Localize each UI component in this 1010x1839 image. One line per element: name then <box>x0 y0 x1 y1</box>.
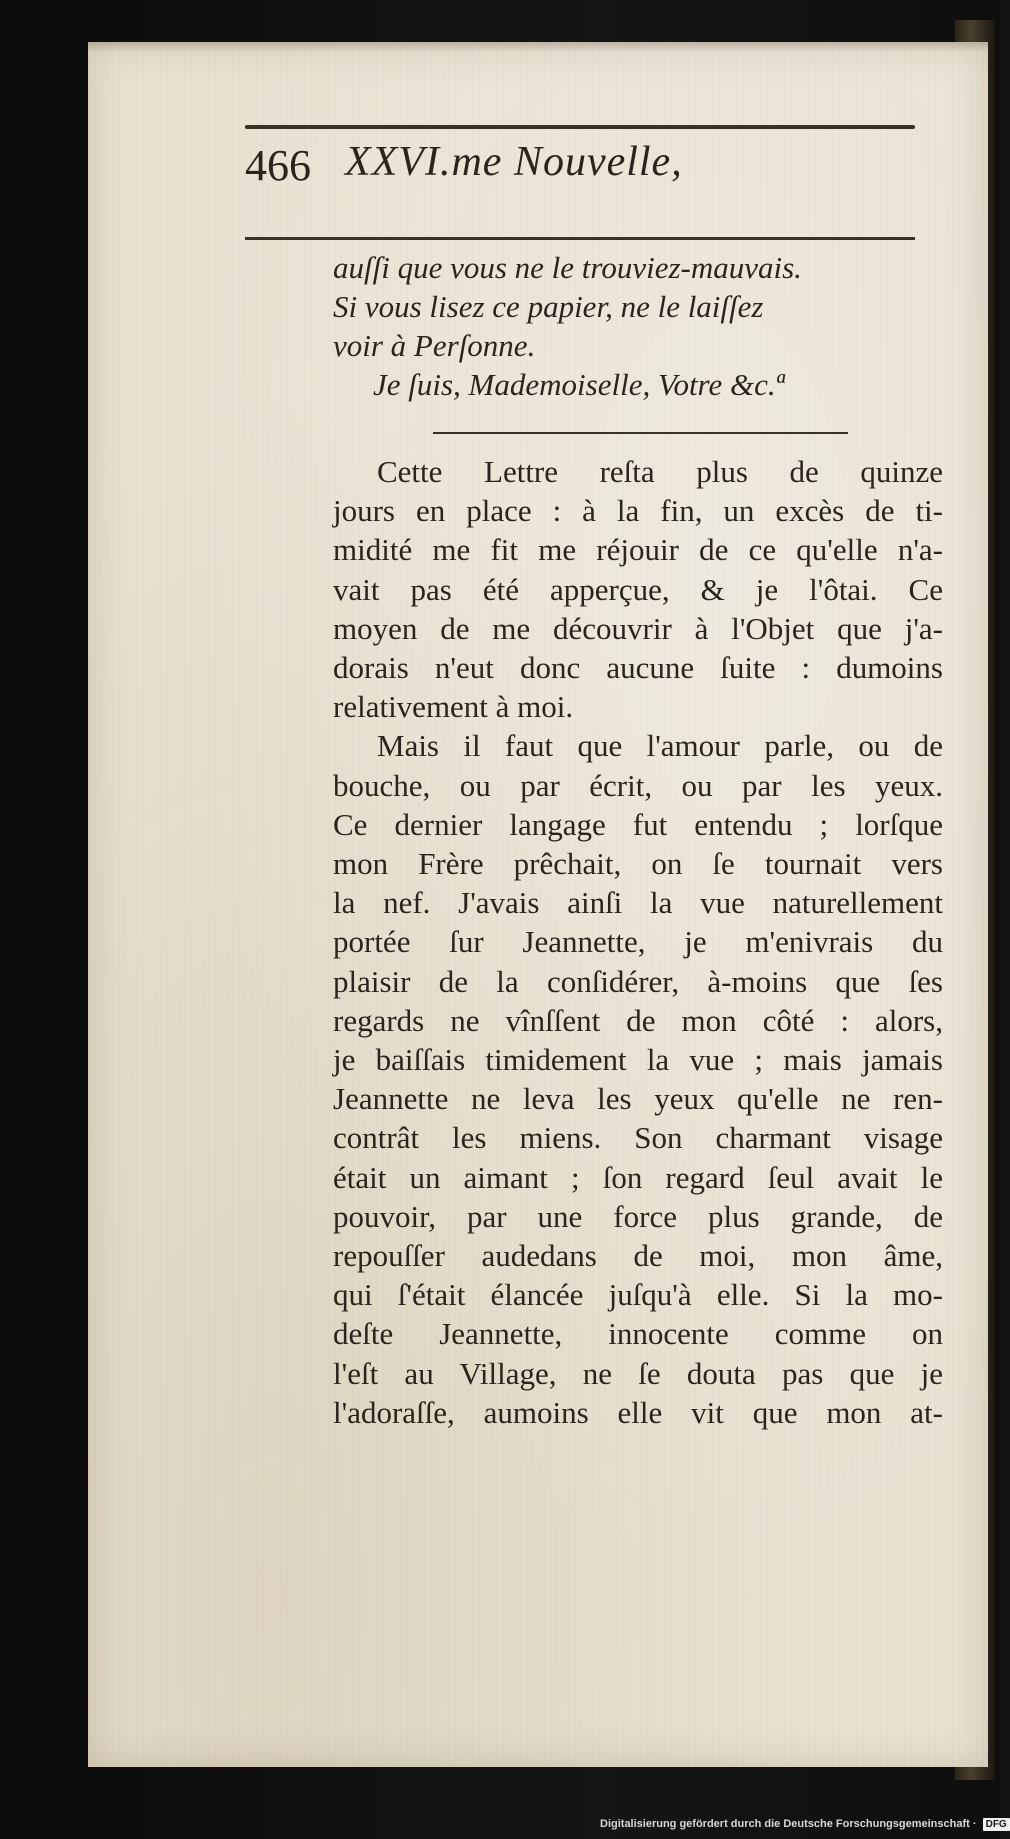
letter-line: Si vous lisez ce papier, ne le laiſſez <box>333 289 764 324</box>
text-line: qui ſ'était élancée juſqu'à elle. Si la mo- <box>333 1277 943 1313</box>
text-line: plaisir de la conſidérer, à-moins que ſes <box>333 963 943 999</box>
text-line: dorais n'eut donc aucune ſuite : dumoins <box>333 650 943 686</box>
letter-signature: Je ſuis, Mademoiselle, Votre &c.ª <box>373 367 785 402</box>
text-line: relativement à moi. <box>333 689 574 725</box>
running-title: XXVI.me Nouvelle, <box>345 139 683 185</box>
digitization-credit: Digitalisierung gefördert durch die Deutsche Forschungsgemeinschaft · DFG <box>600 1818 998 1836</box>
text-line: mon Frère prêchait, on ſe tournait vers <box>333 846 943 882</box>
letter-line: auſſi que vous ne le trouviez-mauvais. <box>333 250 802 285</box>
text-line: bouche, ou par écrit, ou par les yeux. <box>333 767 943 803</box>
text-line: midité me fit me réjouir de ce qu'elle n'a- <box>333 532 943 568</box>
text-line: l'adoraſſe, aumoins elle vit que mon at- <box>333 1394 943 1430</box>
text-line: Jeannette ne leva les yeux qu'elle ne ren- <box>333 1081 943 1117</box>
text-line: jours en place : à la fin, un excès de ti- <box>333 493 943 529</box>
page-number: 466 <box>245 141 311 190</box>
text-line: vait pas été apperçue, & je l'ôtai. Ce <box>333 571 943 607</box>
text-line: portée ſur Jeannette, je m'enivrais du <box>333 924 943 960</box>
header-bottom-rule <box>245 237 915 240</box>
credit-text: Digitalisierung gefördert durch die Deutsche Forschungsgemeinschaft <box>600 1818 970 1830</box>
text-line: était un aimant ; ſon regard ſeul avait le <box>333 1159 943 1195</box>
text-line: Ce dernier langage fut entendu ; lorſque <box>333 806 943 842</box>
text-line: contrât les miens. Son charmant visage <box>333 1120 943 1156</box>
section-divider-rule <box>433 432 848 434</box>
text-line: regards ne vînſſent de mon côté : alors, <box>333 1002 943 1038</box>
page-header <box>245 132 915 202</box>
letter-line: voir à Perſonne. <box>333 328 536 363</box>
header-top-rule <box>245 125 915 129</box>
body-text <box>333 452 943 1432</box>
text-line: deſte Jeannette, innocente comme on <box>333 1316 943 1352</box>
text-line: Cette Lettre reſta plus de quinze <box>377 454 943 489</box>
text-line: je baiſſais timidement la vue ; mais jamais <box>333 1042 943 1078</box>
letter-excerpt <box>333 248 953 404</box>
dfg-logo-badge: DFG <box>983 1818 1010 1831</box>
text-line: pouvoir, par une force plus grande, de <box>333 1198 943 1234</box>
text-line: repouſſer audedans de moi, mon âme, <box>333 1238 943 1274</box>
text-line: Mais il faut que l'amour parle, ou de <box>377 728 943 764</box>
text-line: la nef. J'avais ainſi la vue naturellement <box>333 885 943 921</box>
text-line: moyen de me découvrir à l'Objet que j'a- <box>333 610 943 646</box>
text-line: l'eſt au Village, ne ſe douta pas que je <box>333 1355 943 1391</box>
